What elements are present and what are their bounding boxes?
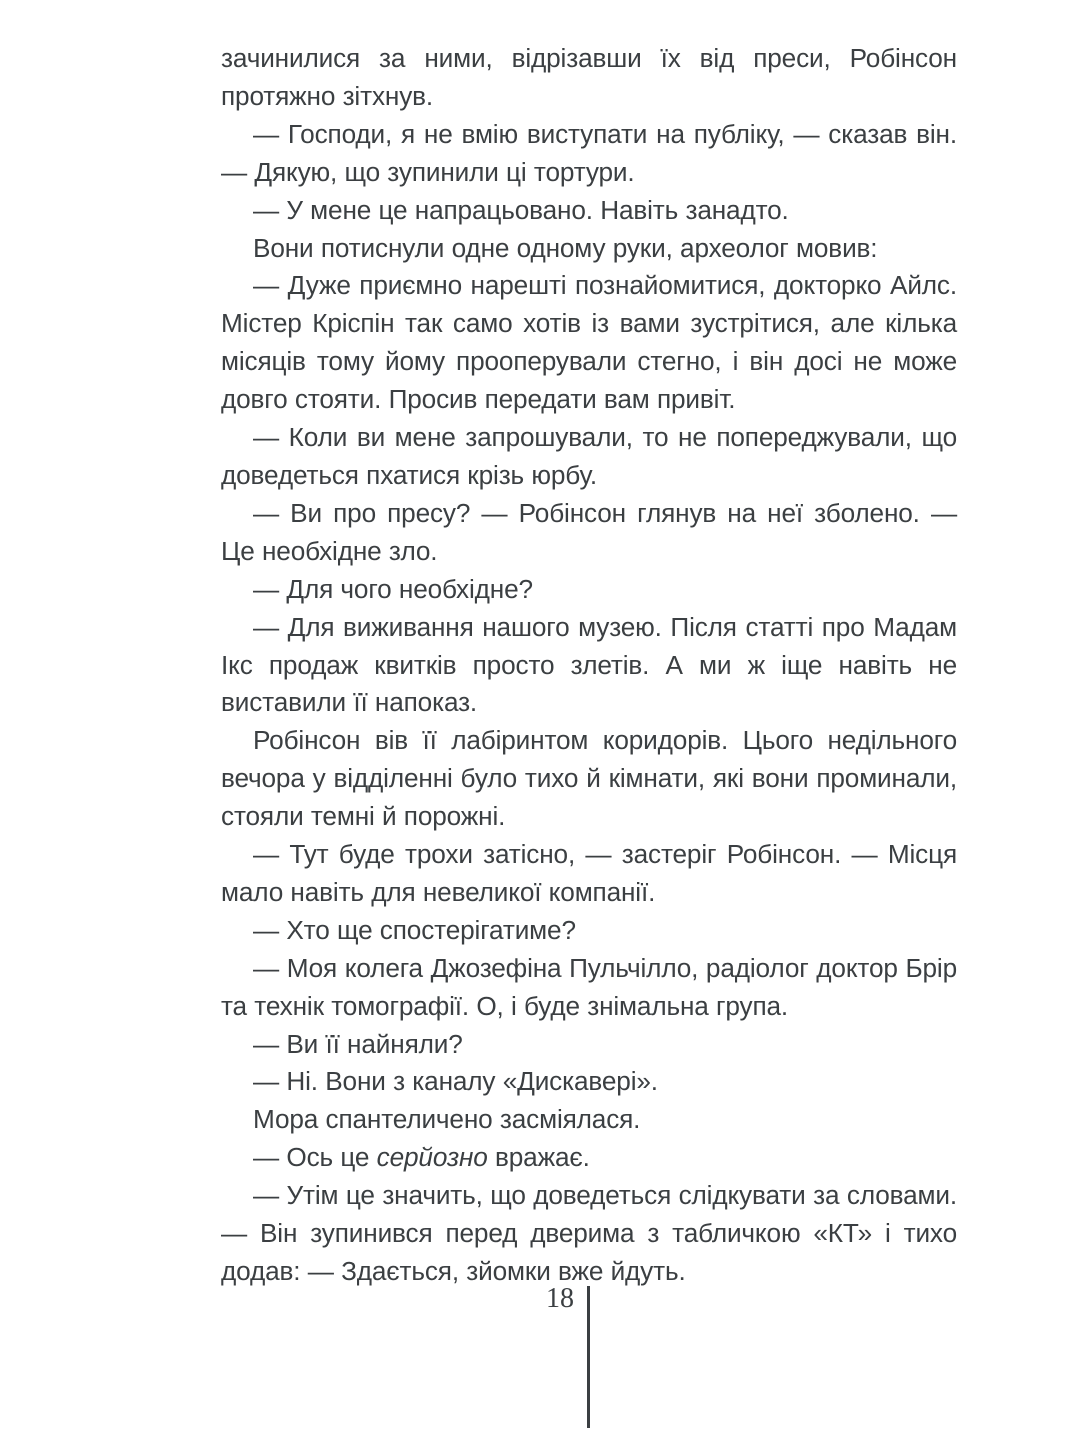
paragraph: — Для виживання нашого музею. Після статті про Мадам Ікс продаж квитків просто злетів. А ми ж іще навіть не виставили її напоказ.	[221, 611, 957, 718]
paragraph: Вони потиснули одне одному руки, археолог мовив:	[253, 232, 878, 263]
paragraph: — Тут буде трохи затісно, — застеріг Робінсон. — Місця мало навіть для невеликої компанії.	[221, 839, 957, 907]
paragraph: — Ні. Вони з каналу «Дискавері».	[253, 1066, 658, 1097]
paragraph: — Моя колега Джозефіна Пульчілло, радіолог доктор Брір та технік томографії. О, і буде знімальна група.	[221, 952, 957, 1021]
paragraph: Робінсон вів її лабіринтом коридорів. Цього недільного вечора у відділенні було тихо й кімнати, які вони проминали, стояли темні й порожні.	[221, 725, 957, 832]
paragraph: — Хто ще спостерігатиме?	[253, 914, 576, 945]
paragraph: — Утім це значить, що доведеться слідкувати за словами. — Він зупинився перед дверима з табличкою «КТ» і тихо додав: — Здається, зйомки вже йдуть.	[221, 1180, 957, 1286]
paragraph-segment: вражає.	[487, 1142, 590, 1173]
paragraph: Мора спантеличено засміялася.	[253, 1104, 641, 1135]
paragraph: — Господи, я не вмію виступати на публіку, — сказав він. — Дякую, що зупинили ці тортури.	[221, 118, 957, 187]
paragraph: — Ви її найняли?	[253, 1028, 463, 1059]
paragraph: — Коли ви мене запрошували, то не попереджували, що доведеться пхатися крізь юрбу.	[221, 422, 957, 490]
page-footer	[0, 1282, 1080, 1440]
paragraph: — Ви про пресу? — Робінсон глянув на неї зболено. — Це необхідне зло.	[221, 497, 957, 566]
paragraph: зачинилися за ними, відрізавши їх від преси, Робінсон протяжно зітхнув.	[221, 43, 957, 111]
page-number: 18	[546, 1283, 574, 1314]
footer-vertical-rule	[587, 1286, 590, 1428]
paragraph-segment: — Ось це	[253, 1142, 377, 1173]
paragraph: — Для чого необхідне?	[253, 573, 533, 604]
paragraph: — Дуже приємно нарешті познайомитися, докторко Айлс. Містер Кріспін так само хотів із вами зустрітися, але кілька місяців тому йому прооперували стегно, і він досі не може довго стояти. Просив передати вам привіт.	[221, 270, 957, 415]
paragraph: — У мене це напрацьовано. Навіть занадто.	[253, 194, 789, 225]
paragraph-with-emphasis	[221, 1139, 957, 1177]
page-body-text	[221, 40, 957, 1291]
emphasized-word: серйозно	[376, 1142, 488, 1173]
